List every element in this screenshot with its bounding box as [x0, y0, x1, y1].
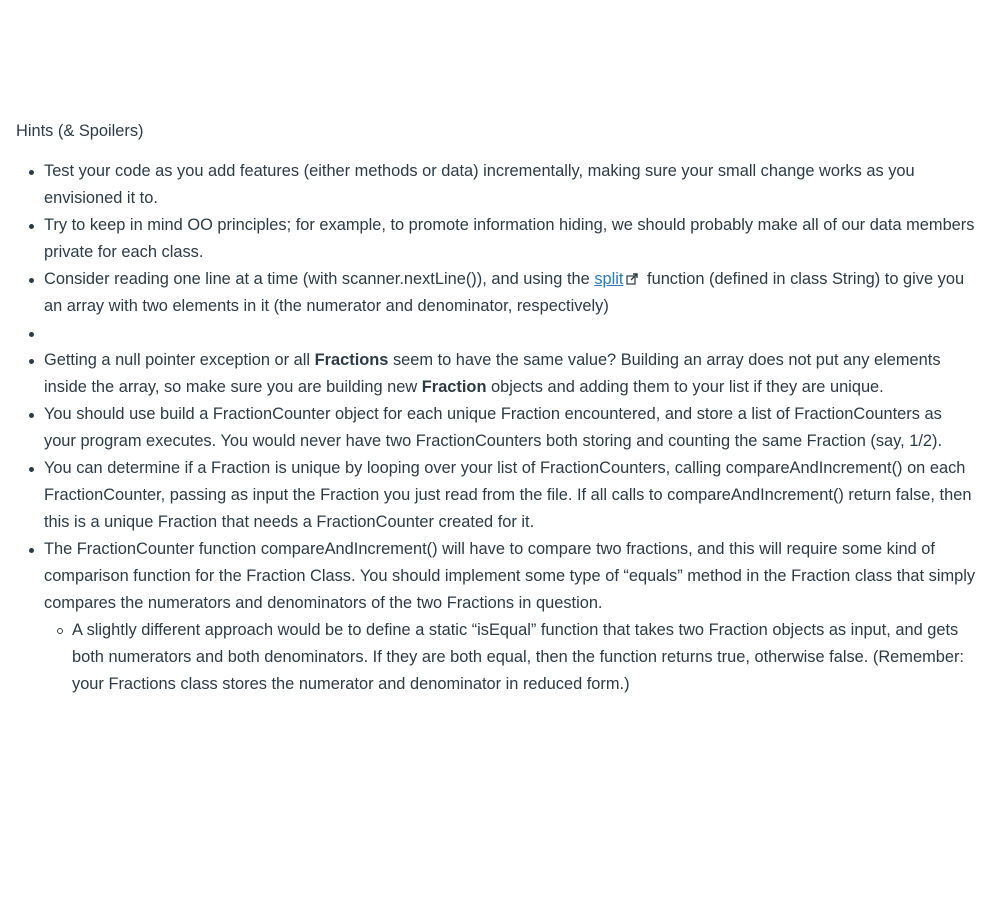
hint-text: Getting a null pointer exception or all: [44, 351, 315, 369]
hint-text: Test your code as you add features (either methods or data) incrementally, making sure your small change works as you envisioned it to.: [44, 162, 915, 207]
list-item: [44, 158, 976, 212]
sub-list: [44, 617, 976, 698]
list-item: [44, 212, 976, 266]
hint-text: objects and adding them to your list if they are unique.: [486, 378, 884, 396]
hints-list: [16, 158, 976, 698]
section-heading: Hints (& Spoilers): [16, 122, 144, 140]
list-item: [44, 266, 976, 320]
hint-text: You should use build a FractionCounter object for each unique Fraction encountered, and store a list of FractionCounters as your program executes. You would never have two FractionCounters both storing and counting the same Fraction (say, 1/2).: [44, 405, 943, 450]
hint-text-after-link: function (defined in class String) to give you an array with two elements in it (the numerator and denominator, respectively): [44, 270, 965, 315]
hint-text: A slightly different approach would be to define a static “isEqual” function that takes two Fraction objects as input, and gets both numerators and both denominators. If they are both equal, then the function returns true, otherwise false. (Remember: your Fractions class stores the numerator and denominator in reduced form.): [72, 621, 964, 693]
hint-text: You can determine if a Fraction is unique by looping over your list of FractionCounters, calling compareAndIncrement() on each FractionCounter, passing as input the Fraction you just read from the file. If all calls to compareAndIncrement() return false, then this is a unique Fraction that needs a FractionCounter created for it.: [44, 459, 972, 531]
list-item: [44, 536, 976, 698]
bold-term: Fractions: [314, 351, 389, 369]
hints-section: [16, 118, 976, 698]
list-item: [44, 347, 976, 401]
list-item: [44, 401, 976, 455]
sub-list-item: [72, 617, 976, 698]
empty-list-item: [44, 320, 976, 347]
bold-term: Fraction: [421, 378, 487, 396]
hint-text-before-link: Consider reading one line at a time (with scanner.nextLine()), and using the: [44, 270, 595, 288]
hint-text: seem to have the same value? Building an array does not put any elements inside the array, so make sure you are building new: [44, 351, 941, 396]
list-item: [44, 455, 976, 536]
split-link[interactable]: split: [594, 270, 624, 288]
external-link-icon: [626, 273, 638, 285]
hint-text: Try to keep in mind OO principles; for example, to promote information hiding, we should probably make all of our data members private for each class.: [44, 216, 975, 261]
hint-text: The FractionCounter function compareAndIncrement() will have to compare two fractions, and this will require some kind of comparison function for the Fraction Class. You should implement some type of “equals” method in the Fraction class that simply compares the numerators and denominators of the two Fractions in question.: [44, 540, 976, 612]
